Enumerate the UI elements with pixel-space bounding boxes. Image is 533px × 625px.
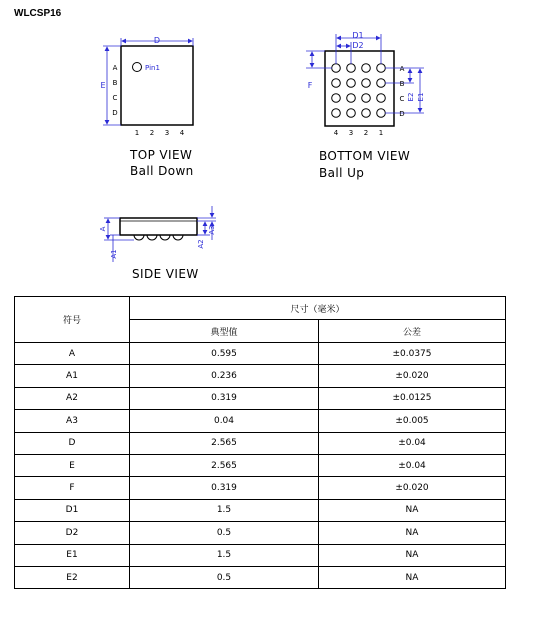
cell-symbol: A1: [15, 365, 130, 387]
top-e-label: E: [100, 81, 106, 90]
table-row: [15, 365, 506, 387]
table-row: [15, 432, 506, 454]
cell-symbol: D2: [15, 522, 130, 544]
top-view-body-outline: [121, 46, 193, 125]
table-row: [15, 387, 506, 409]
e2-label: E2: [407, 92, 415, 102]
cell-tolerance: ±0.0375: [319, 343, 506, 365]
d1-label: D1: [352, 31, 364, 40]
ball-icon: [347, 64, 356, 73]
side-view-body-outline: [120, 218, 197, 235]
ball-icon: [362, 64, 371, 73]
dimension-table: [14, 296, 506, 589]
table-row: [15, 499, 506, 521]
top-col-label: 3: [164, 129, 170, 137]
cell-tolerance: NA: [319, 499, 506, 521]
cell-typical: 1.5: [130, 499, 319, 521]
ball-icon: [362, 109, 371, 118]
package-drawing: [0, 0, 533, 296]
top-col-label: 4: [179, 129, 185, 137]
bottom-row-label: A: [399, 65, 405, 73]
cell-typical: 2.565: [130, 432, 319, 454]
top-d-label: D: [153, 36, 161, 45]
cell-symbol: E2: [15, 566, 130, 588]
header-symbol: 符号: [15, 297, 130, 343]
cell-tolerance: ±0.04: [319, 432, 506, 454]
d2-label: D2: [352, 41, 364, 50]
side-view-caption: SIDE VIEW: [132, 267, 199, 281]
package-title: WLCSP16: [14, 8, 62, 19]
bottom-col-label: 4: [333, 129, 339, 137]
cell-typical: 2.565: [130, 454, 319, 476]
ball-icon: [332, 79, 341, 88]
header-typical: 典型值: [130, 320, 319, 343]
cell-tolerance: ±0.005: [319, 410, 506, 432]
cell-tolerance: NA: [319, 522, 506, 544]
table-row: [15, 477, 506, 499]
cell-symbol: A3: [15, 410, 130, 432]
cell-symbol: F: [15, 477, 130, 499]
a-label: A: [99, 226, 107, 232]
ball-icon: [332, 109, 341, 118]
ball-icon: [332, 94, 341, 103]
cell-typical: 0.595: [130, 343, 319, 365]
bottom-view-caption: BOTTOM VIEW: [319, 149, 411, 163]
cell-symbol: A: [15, 343, 130, 365]
pin1-label: Pin1: [145, 64, 160, 72]
table-row: [15, 566, 506, 588]
cell-symbol: D1: [15, 499, 130, 521]
header-tolerance: 公差: [319, 320, 506, 343]
bottom-col-label: 1: [378, 129, 384, 137]
bottom-col-label: 3: [348, 129, 354, 137]
ball-icon: [362, 94, 371, 103]
cell-typical: 0.04: [130, 410, 319, 432]
cell-tolerance: ±0.020: [319, 477, 506, 499]
cell-typical: 0.5: [130, 566, 319, 588]
ball-icon: [377, 79, 386, 88]
cell-symbol: D: [15, 432, 130, 454]
cell-tolerance: ±0.0125: [319, 387, 506, 409]
a1-label: A1: [110, 249, 118, 259]
a2-label: A2: [197, 239, 205, 249]
ball-icon: [347, 94, 356, 103]
top-row-label: D: [112, 109, 118, 117]
ball-icon: [347, 109, 356, 118]
cell-typical: 0.236: [130, 365, 319, 387]
table-row: [15, 544, 506, 566]
f-label: F: [307, 81, 313, 90]
ball-icon: [347, 79, 356, 88]
ball-icon: [377, 109, 386, 118]
cell-symbol: A2: [15, 387, 130, 409]
bottom-col-label: 2: [363, 129, 369, 137]
top-view: [100, 36, 193, 178]
cell-typical: 0.319: [130, 477, 319, 499]
top-row-label: B: [112, 79, 118, 87]
cell-typical: 0.319: [130, 387, 319, 409]
cell-symbol: E: [15, 454, 130, 476]
e1-label: E1: [417, 92, 425, 102]
cell-tolerance: NA: [319, 566, 506, 588]
top-col-label: 1: [134, 129, 140, 137]
bottom-view: [306, 31, 425, 180]
bottom-row-label: B: [399, 80, 405, 88]
top-row-label: A: [112, 64, 118, 72]
table-row: [15, 454, 506, 476]
top-row-label: C: [112, 94, 118, 102]
table-row: [15, 522, 506, 544]
header-dimension: 尺寸（毫米）: [130, 297, 506, 320]
bottom-row-label: D: [399, 110, 405, 118]
top-col-label: 2: [149, 129, 155, 137]
bottom-view-subcaption: Ball Up: [319, 166, 365, 180]
ball-icon: [377, 94, 386, 103]
bottom-view-body-outline: [325, 51, 394, 126]
ball-icon: [362, 79, 371, 88]
top-view-caption: TOP VIEW: [130, 148, 193, 162]
bottom-row-label: C: [399, 95, 405, 103]
cell-tolerance: NA: [319, 544, 506, 566]
a3-label: A3: [208, 225, 216, 235]
ball-icon: [332, 64, 341, 73]
side-view: [99, 206, 216, 281]
cell-typical: 1.5: [130, 544, 319, 566]
table-row: [15, 343, 506, 365]
pin1-marker-icon: [133, 63, 142, 72]
table-row: [15, 410, 506, 432]
cell-typical: 0.5: [130, 522, 319, 544]
cell-tolerance: ±0.020: [319, 365, 506, 387]
cell-tolerance: ±0.04: [319, 454, 506, 476]
ball-icon: [377, 64, 386, 73]
cell-symbol: E1: [15, 544, 130, 566]
top-view-subcaption: Ball Down: [130, 164, 194, 178]
